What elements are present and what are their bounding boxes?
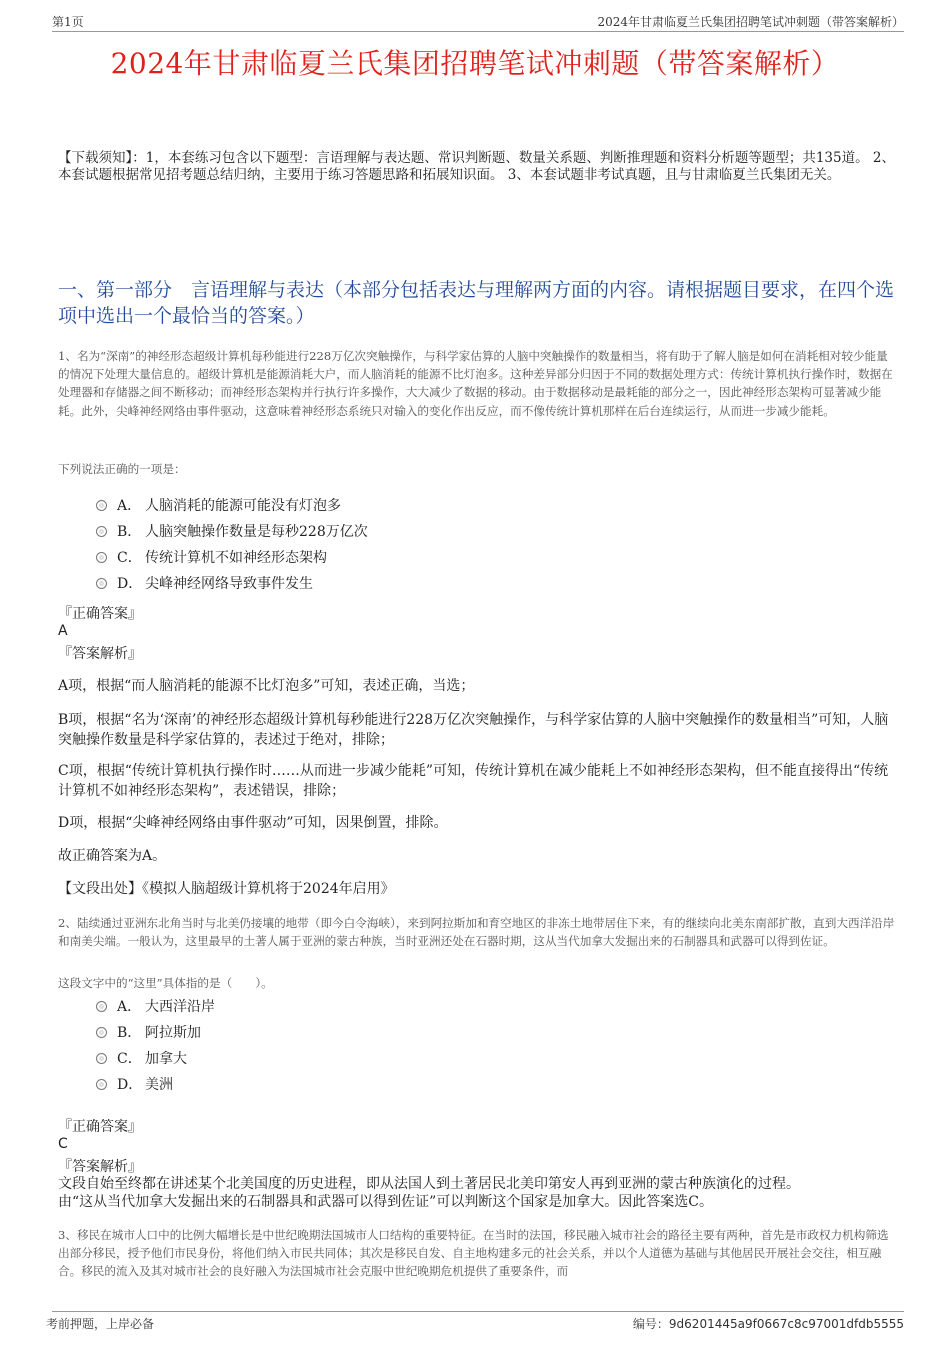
option-d[interactable] <box>96 571 368 597</box>
option-text: 人脑消耗的能源可能没有灯泡多 <box>145 498 341 514</box>
option-letter: A． <box>117 498 142 514</box>
option-letter: C． <box>117 550 142 566</box>
option-text: 尖峰神经网络导致事件发生 <box>145 576 313 592</box>
option-c[interactable] <box>96 545 368 571</box>
option-text: 传统计算机不如神经形态架构 <box>145 550 327 566</box>
analysis-b: B项，根据“名为‘深南’的神经形态超级计算机每秒能进行228万亿次突触操作，与科学家估算的人脑中突触操作的数量相当”可知，人脑突触操作数量是科学家估算的，表述过于绝对，排除； <box>58 712 889 748</box>
page-title: 2024年甘肃临夏兰氏集团招聘笔试冲刺题（带答案解析） <box>110 47 840 80</box>
option-text: 加拿大 <box>145 1051 187 1067</box>
radio-icon[interactable] <box>96 1001 107 1012</box>
option-b[interactable] <box>96 1020 215 1046</box>
analysis-line-2: 由“这从当代加拿大发掘出来的石制器具和武器可以得到佐证”可以判断这个国家是加拿大。因此答案选C。 <box>58 1194 714 1210</box>
option-letter: B． <box>117 1025 142 1041</box>
answer-label: 『正确答案』 <box>58 1119 142 1135</box>
option-text: 阿拉斯加 <box>145 1025 201 1041</box>
source-note: 【文段出处】《模拟人脑超级计算机将于2024年启用》 <box>58 881 395 897</box>
header-rule <box>52 31 904 32</box>
footer-code-value: 9d6201445a9f0667c8c97001dfdb5555 <box>668 1317 904 1331</box>
analysis-label: 『答案解析』 <box>58 1159 142 1175</box>
analysis-label: 『答案解析』 <box>58 646 142 662</box>
answer-value: A <box>58 623 68 639</box>
footer-rule <box>52 1311 904 1312</box>
option-c[interactable] <box>96 1046 215 1072</box>
analysis-line-1: 文段自始至终都在讲述某个北美国度的历史进程，即从法国人到土著居民北美印第安人再到亚洲的蒙古种族演化的过程。 <box>58 1176 800 1192</box>
question-1-ask: 下列说法正确的一项是： <box>58 462 186 476</box>
download-notice: 【下载须知】：1，本套练习包含以下题型：言语理解与表达题、常识判断题、数量关系题、判断推理题和资料分析题等题型；共135道。 2、本套试题根据常见招考题总结归纳，主要用于练习答题思路和拓展知识面。 3、本套试题非考试真题，且与甘肃临夏兰氏集团无关。 <box>58 150 895 183</box>
section-heading: 一、第一部分 言语理解与表达（本部分包括表达与理解两方面的内容。请根据题目要求，在四个选项中选出一个最恰当的答案。） <box>58 279 895 327</box>
radio-icon[interactable] <box>96 500 107 511</box>
radio-icon[interactable] <box>96 1027 107 1038</box>
option-text: 大西洋沿岸 <box>145 999 215 1015</box>
radio-icon[interactable] <box>96 1079 107 1090</box>
option-text: 人脑突触操作数量是每秒228万亿次 <box>145 524 368 540</box>
answer-label: 『正确答案』 <box>58 606 142 622</box>
header-doc-title: 2024年甘肃临夏兰氏集团招聘笔试冲刺题（带答案解析） <box>597 15 904 29</box>
option-b[interactable] <box>96 519 368 545</box>
footer-slogan: 考前押题，上岸必备 <box>46 1317 155 1331</box>
option-letter: B． <box>117 524 142 540</box>
radio-icon[interactable] <box>96 1053 107 1064</box>
answer-value: C <box>58 1136 68 1152</box>
option-text: 美洲 <box>145 1077 173 1093</box>
question-2-stem: 2、陆续通过亚洲东北角当时与北美仍接壤的地带（即今白令海峡），来到阿拉斯加和育空地区的非冻土地带居住下来，有的继续向北美东南部扩散，直到大西洋沿岸和南美尖端。一般认为，这里最早的土著人属于亚洲的蒙古种族，当时亚洲还处在石器时期，这从当代加拿大发掘出来的石制器具和武器可以得到佐证。 <box>58 916 895 949</box>
footer-code <box>633 1315 904 1332</box>
radio-icon[interactable] <box>96 552 107 563</box>
option-a[interactable] <box>96 994 215 1020</box>
option-a[interactable] <box>96 493 368 519</box>
option-letter: C． <box>117 1051 142 1067</box>
option-letter: A． <box>117 999 142 1015</box>
radio-icon[interactable] <box>96 526 107 537</box>
analysis-c: C项，根据“传统计算机执行操作时……从而进一步减少能耗”可知，传统计算机在减少能耗上不如神经形态架构，但不能直接得出“传统计算机不如神经形态架构”，表述错误，排除； <box>58 763 889 799</box>
analysis-d: D项，根据“尖峰神经网络由事件驱动”可知，因果倒置，排除。 <box>58 815 448 831</box>
radio-icon[interactable] <box>96 578 107 589</box>
question-3-stem: 3、移民在城市人口中的比例大幅增长是中世纪晚期法国城市人口结构的重要特征。在当时的法国，移民融入城市社会的路径主要有两种，首先是市政权力机构筛选出部分移民，授予他们市民身份，将他们纳入市民共同体；其次是移民自发、自主地构建多元的社会关系，并以个人道德为基础与其他居民开展社会交往，相互融合。移民的流入及其对城市社会的良好融入为法国城市社会克服中世纪晚期危机提供了重要条件，而 <box>58 1228 889 1279</box>
question-2-ask: 这段文字中的“这里”具体指的是（ ）。 <box>58 976 273 990</box>
analysis-conclusion: 故正确答案为A。 <box>58 848 167 864</box>
footer-code-label: 编号： <box>632 1317 669 1331</box>
question-1-options <box>96 493 368 597</box>
option-d[interactable] <box>96 1072 215 1098</box>
option-letter: D． <box>117 576 143 592</box>
analysis-a: A项，根据“而人脑消耗的能源不比灯泡多”可知，表述正确，当选； <box>58 678 475 694</box>
question-2-options <box>96 994 215 1098</box>
header-page-number: 第1页 <box>52 15 84 29</box>
option-letter: D． <box>117 1077 143 1093</box>
question-1-stem: 1、名为“深南”的神经形态超级计算机每秒能进行228万亿次突触操作，与科学家估算的人脑中突触操作的数量相当，将有助于了解人脑是如何在消耗相对较少能量的情况下处理大量信息的。超级计算机是能源消耗大户，而人脑消耗的能源不比灯泡多。这种差异部分归因于不同的数据处理方式：传统计算机执行操作时，数据在处理器和存储器之间不断移动；而神经形态架构并行执行许多操作，大大减少了数据的移动。由于数据移动是最耗能的部分之一，因此神经形态架构可显著减少能耗。此外，尖峰神经网络由事件驱动，这意味着神经形态系统只对输入的变化作出反应，而不像传统计算机那样在后台连续运行，从而进一步减少能耗。 <box>58 349 893 418</box>
